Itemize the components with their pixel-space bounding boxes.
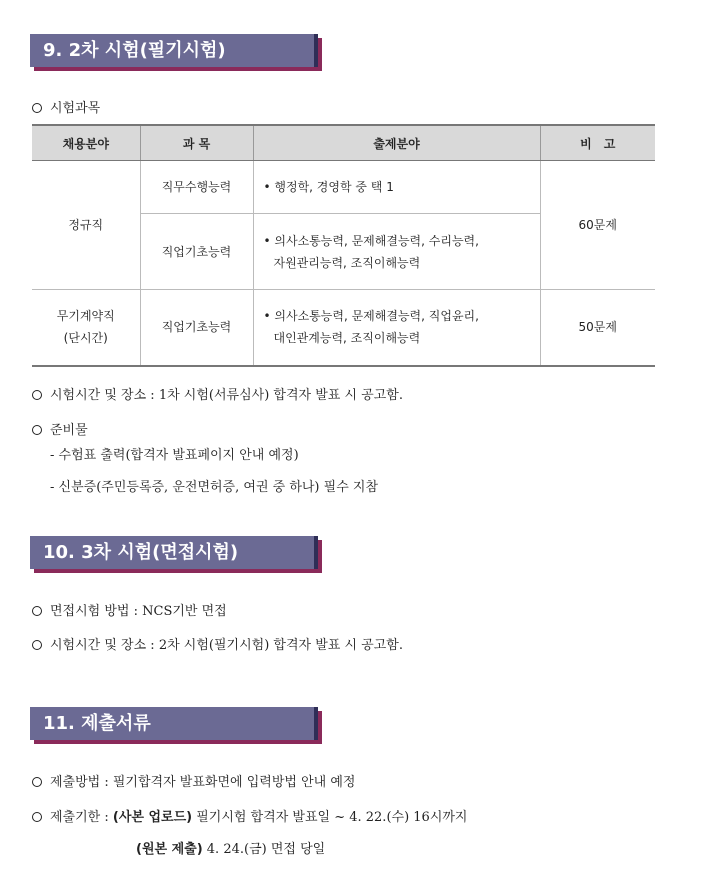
section-9-header [30, 34, 318, 67]
section-10-header [30, 536, 318, 569]
field-contract-line2: (단시간) [63, 331, 108, 346]
sec10-time-place [32, 634, 403, 653]
sec9-prep-2: - 신분증(주민등록증, 운전면허증, 여권 중 하나) 필수 지참 [50, 480, 379, 495]
circle-bullet-icon [32, 606, 42, 616]
section-11-title: 11. 제출서류 [43, 713, 151, 734]
field-contract-line1: 무기계약직 [56, 309, 115, 324]
area-text: • 행정학, 경영학 중 택 1 [263, 180, 394, 194]
deadline-prefix: 제출기한 : [50, 810, 113, 825]
deadline-copy-text: 필기시험 합격자 발표일 ~ 4. 22.(수) 16시까지 [192, 810, 468, 825]
subjects-heading: 시험과목 [50, 101, 101, 116]
sec9-time-place-text: 시험시간 및 장소 : 1차 시험(서류심사) 합격자 발표 시 공고함. [50, 388, 403, 403]
sec11-method-text: 제출방법 : 필기합격자 발표화면에 입력방법 안내 예정 [50, 775, 356, 790]
circle-bullet-icon [32, 390, 42, 400]
sec11-deadline-original [136, 838, 325, 857]
deadline-copy-label: (사본 업로드) [112, 810, 193, 825]
sec11-method [32, 771, 355, 790]
sec9-prep-text: 준비물 [50, 423, 88, 438]
exam-subjects-table [32, 124, 655, 367]
sec10-method [32, 600, 227, 619]
sec10-time-place-text: 시험시간 및 장소 : 2차 시험(필기시험) 합격자 발표 시 공고함. [50, 638, 403, 653]
circle-bullet-icon [32, 812, 42, 822]
sec9-time-place [32, 384, 403, 403]
area-text: • 의사소통능력, 문제해결능력, 수리능력, [263, 233, 479, 248]
header-field: 채용분야 [32, 125, 140, 161]
circle-bullet-icon [32, 103, 42, 113]
subject-cell: 직업기초능력 [140, 290, 253, 366]
header-area: 출제분야 [253, 125, 540, 161]
table-header-row [32, 125, 655, 161]
subject-cell: 직무수행능력 [140, 161, 253, 214]
field-contract [32, 290, 140, 366]
table-row [32, 290, 655, 366]
sec9-prep [32, 419, 88, 438]
section-9-title: 9. 2차 시험(필기시험) [43, 40, 226, 61]
circle-bullet-icon [32, 425, 42, 435]
sec11-deadline [32, 806, 468, 825]
area-text: 대인관계능력, 조직이해능력 [273, 331, 421, 346]
deadline-original-text: 4. 24.(금) 면접 당일 [202, 842, 326, 857]
area-cell [253, 214, 540, 290]
sec9-prep-1: - 수험표 출력(합격자 발표페이지 안내 예정) [50, 448, 299, 463]
area-cell [253, 161, 540, 214]
section-11-header [30, 707, 318, 740]
circle-bullet-icon [32, 777, 42, 787]
sec10-method-text: 면접시험 방법 : NCS기반 면접 [50, 604, 227, 619]
subject-cell: 직업기초능력 [140, 214, 253, 290]
circle-bullet-icon [32, 640, 42, 650]
header-subject: 과 목 [140, 125, 253, 161]
deadline-original-label: (원본 제출) [136, 842, 203, 857]
area-text: 자원관리능력, 조직이해능력 [273, 255, 421, 270]
subjects-heading-line [32, 97, 100, 116]
header-note: 비 고 [540, 125, 655, 161]
field-regular: 정규직 [32, 161, 140, 290]
section-10-title: 10. 3차 시험(면접시험) [43, 542, 239, 563]
area-cell [253, 290, 540, 366]
table-row [32, 161, 655, 214]
area-text: • 의사소통능력, 문제해결능력, 직업윤리, [263, 309, 479, 324]
note-regular: 60문제 [540, 161, 655, 290]
note-contract: 50문제 [540, 290, 655, 366]
